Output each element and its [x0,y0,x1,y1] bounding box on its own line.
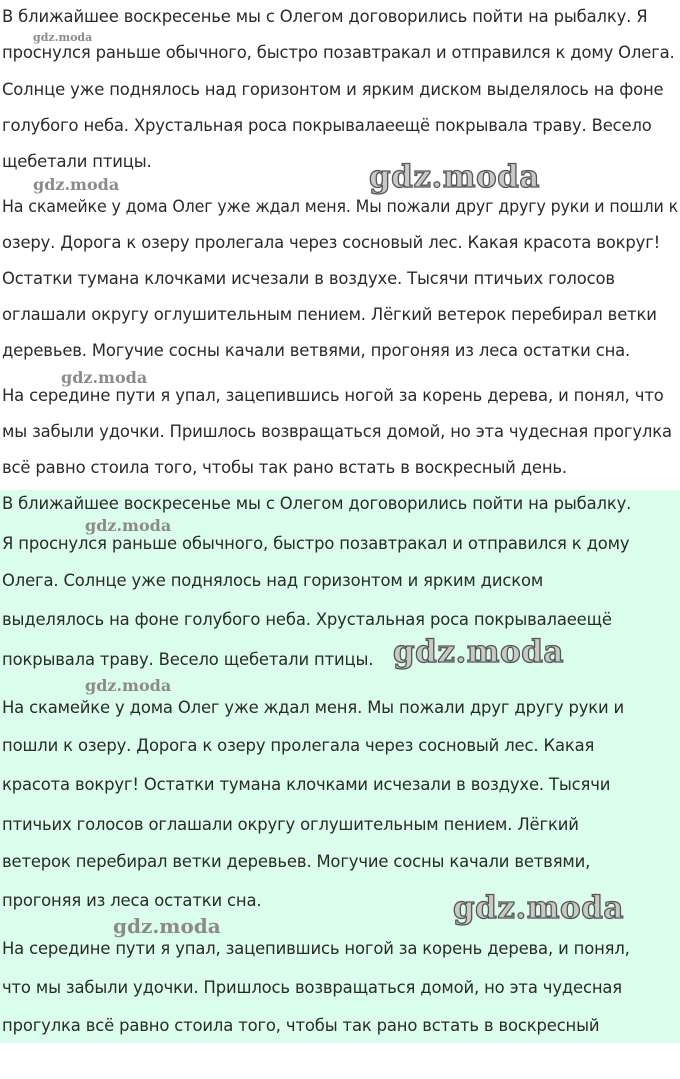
text-line: Солнце уже поднялось над горизонтом и ярким диском выделялось на фоне [2,80,664,99]
text-line: На скамейке у дома Олег уже ждал меня. Мы пожали друг другу руки и [2,698,625,717]
text-line: прогоняя из леса остатки сна. [2,891,262,910]
watermark: gdz.moda [369,159,540,195]
text-line: прогулка всё равно стоила того, чтобы так рано встать в воскресный [2,1016,600,1035]
text-line: Я проснулся раньше обычного, быстро позавтракал и отправился к дому [2,534,630,553]
text-line: В ближайшее воскресенье мы с Олегом договорились пойти на рыбалку. Я [2,7,648,26]
text-line: Остатки тумана клочками исчезали в воздухе. Тысячи птичьих голосов [2,269,615,288]
text-line: ветерок перебирал ветки деревьев. Могучие сосны качали ветвями, [2,852,591,871]
text-version-highlighted [0,490,680,1043]
text-line: красота вокруг! Остатки тумана клочками исчезали в воздухе. Тысячи [2,775,611,794]
text-line: На скамейке у дома Олег уже ждал меня. Мы пожали друг другу руки и пошли к [2,197,679,216]
text-line: озеру. Дорога к озеру пролегала через сосновый лес. Какая красота вокруг! [2,233,661,252]
watermark: gdz.moda [393,634,564,670]
text-line: На середине пути я упал, зацепившись ногой за корень дерева, и понял, что [2,386,664,405]
text-line: мы забыли удочки. Пришлось возвращаться домой, но эта чудесная прогулка [2,422,672,441]
text-line: птичьих голосов оглашали округу оглушительным пением. Лёгкий [2,815,579,834]
text-line: На середине пути я упал, зацепившись ногой за корень дерева, и понял, [2,939,630,958]
text-version-plain [0,0,680,490]
watermark: gdz.moda [453,890,624,926]
text-line: что мы забыли удочки. Пришлось возвращаться домой, но эта чудесная [2,978,623,997]
text-line: пошли к озеру. Дорога к озеру пролегала через сосновый лес. Какая [2,736,595,755]
watermark: gdz.moda [61,368,148,387]
watermark: gdz.moda [33,31,93,44]
text-line: проснулся раньше обычного, быстро позавтракал и отправился к дому Олега. [2,43,675,62]
text-line: деревьев. Могучие сосны качали ветвями, прогоняя из леса остатки сна. [2,341,631,360]
text-line: Олега. Солнце уже поднялось над горизонтом и ярким диском [2,571,544,590]
text-line: оглашали округу оглушительным пением. Лёгкий ветерок перебирал ветки [2,305,657,324]
watermark: gdz.moda [85,516,172,535]
text-line: голубого неба. Хрустальная роса покрывалаеещё покрывала траву. Весело [2,116,652,135]
text-line: всё равно стоила того, чтобы так рано встать в воскресный день. [2,458,567,477]
watermark: gdz.moda [113,914,221,938]
text-line: В ближайшее воскресенье мы с Олегом договорились пойти на рыбалку. [2,494,632,513]
watermark: gdz.moda [85,676,172,695]
text-line: щебетали птицы. [2,152,152,171]
text-line: выделялось на фоне голубого неба. Хрустальная роса покрывалаеещё [2,610,612,629]
text-line: покрывала траву. Весело щебетали птицы. [2,650,374,669]
watermark: gdz.moda [33,175,120,194]
